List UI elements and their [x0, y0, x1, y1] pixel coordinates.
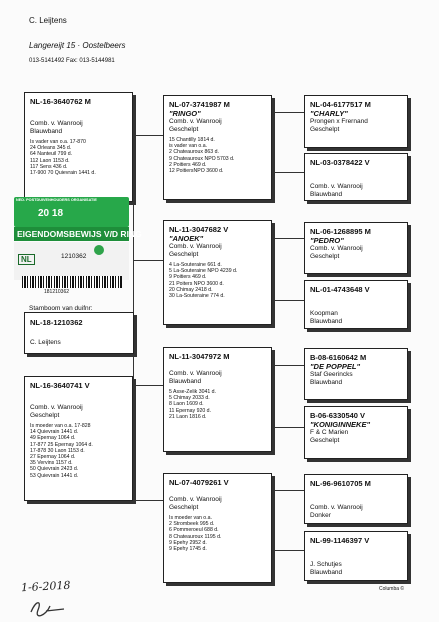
perf-line: 9 Epehy 1745 d. [169, 546, 207, 553]
ssd-ring: NL-03-0378422 V [310, 158, 370, 167]
perf-line: 49 Epernay 1064 d. [30, 435, 76, 442]
subject-owner: C. Leijtens [30, 339, 61, 346]
sss-color: Geschelpt [310, 126, 340, 133]
sd-color: Geschelpt [169, 251, 199, 258]
sire-color: Blauwband [30, 128, 63, 135]
connector-line [133, 385, 163, 386]
dam-ring: NL-16-3640741 V [30, 381, 90, 390]
sds-ring: NL-06-1268895 M [310, 227, 371, 236]
breeder-phone: 013-5141492 Fax: 013-5144981 [29, 58, 115, 64]
dam-sire-sire-card [304, 348, 408, 400]
perf-line: Is moeder van o.a. 17-828 [30, 423, 91, 429]
dam-card [24, 376, 133, 501]
sss-name: "CHARLY" [310, 109, 348, 118]
perf-line: Is moeder van o.a. [169, 515, 212, 521]
ss-name: "RINGO" [169, 109, 201, 118]
perf-line: 112 Laon 1153 d. [30, 157, 70, 164]
footer-credit: Columba © [379, 586, 405, 592]
perf-line: 27 Epernay 1064 d. [30, 454, 76, 461]
perf-line: 24 Orleans 345 d. [30, 145, 72, 152]
dam-dam-sire-card [304, 474, 408, 524]
dss-color: Blauwband [310, 379, 343, 386]
perf-line: Is vader van o.a. 17-870 [30, 139, 86, 145]
connector-line [272, 112, 273, 172]
perf-line: 5 Chimay 2033 d. [169, 395, 210, 402]
sire-sire-sire-card [304, 95, 408, 148]
perf-line: 64 Nanteuil 799 d. [30, 151, 73, 158]
dds-ring: NL-96-9610705 M [310, 479, 371, 488]
perf-line: 9 Poitiers 469 d. [169, 274, 207, 281]
ds-color: Blauwband [169, 378, 202, 385]
sdd-ring: NL-01-4743648 V [310, 285, 370, 294]
perf-line: 30 La-Souteraine 774 d. [169, 293, 225, 300]
connector-line [272, 490, 273, 550]
sticker-title: EIGENDOMSBEWIJS V/D RING [17, 229, 142, 239]
sire-card [24, 92, 133, 202]
ds-performance [169, 389, 266, 420]
perf-line: 2 Strombeek 995 d. [169, 521, 215, 528]
sticker-country: NL [18, 254, 35, 265]
dss-name: "DE POPPEL" [310, 362, 361, 371]
perf-line: 117 Sens 436 d. [30, 163, 68, 170]
perf-line: 9 Epehy 2952 d. [169, 539, 207, 546]
dam-dam-card [163, 473, 272, 583]
connector-line [272, 172, 304, 173]
perf-line: 4 La-Souteraine 661 d. [169, 262, 222, 268]
breeder-name: C. Leijtens [29, 16, 67, 25]
perf-line: 21 Poiters NPO 3600 d. [169, 280, 224, 287]
sdd-color: Blauwband [310, 318, 343, 325]
handwritten-date: 1-6-2018 [20, 578, 71, 595]
perf-line: 53 Quievrain 1441 d. [30, 472, 79, 479]
sire-sire-dam-card [304, 153, 408, 201]
connector-line [272, 427, 304, 428]
dds-owner: Comb. v. Wanrooij [310, 504, 363, 511]
dss-owner: Staf Geerincks [310, 371, 353, 378]
perf-line: 20 Chimay 2418 d. [169, 286, 213, 293]
sire-sire-card [163, 95, 272, 200]
sds-name: "PEDRO" [310, 236, 344, 245]
perf-line: 9 Chateauroux NPO 5703 d. [169, 155, 235, 162]
dd-performance [169, 515, 266, 552]
sire-ring: NL-16-3640762 M [30, 97, 91, 106]
connector-line [272, 238, 304, 239]
dsd-owner: F & C Marien [310, 429, 349, 436]
dd-owner: Comb. v. Wanrooij [169, 496, 222, 503]
ddd-ring: NL-99-1146397 V [310, 536, 370, 545]
perf-line: 50 Quievrain 2423 d. [30, 466, 79, 473]
signature-icon [28, 598, 68, 618]
perf-line: 8 Laon 1609 d. [169, 401, 204, 408]
ssd-color: Blauwband [310, 191, 343, 198]
ss-ring: NL-07-3741987 M [169, 100, 230, 109]
perf-line: 5 Asse-Zelik 3041 d. [169, 389, 217, 395]
sire-dam-dam-card [304, 280, 408, 329]
perf-line: 12 PoitiersNPO 3600 d. [169, 168, 224, 175]
sds-color: Geschelpt [310, 253, 340, 260]
stamboom-label: Stamboom van duifnr: [29, 305, 93, 312]
ds-owner: Comb. v. Wanrooij [169, 370, 222, 377]
dsd-color: Geschelpt [310, 437, 340, 444]
npo-logo-icon [94, 245, 104, 255]
perf-line: 11 Epernay 920 d. [169, 407, 212, 414]
perf-line: 6 Pommeroeul 688 d. [169, 527, 219, 534]
sticker-org: NED. POSTDUIVENHOUDERS ORGANISATIE [16, 198, 97, 202]
ring-certificate-sticker [14, 197, 142, 302]
subject-card [24, 312, 134, 354]
breeder-address: Langereijt 15 · Oostelbeers [29, 41, 126, 50]
dam-sire-dam-card [304, 406, 408, 459]
connector-line [272, 112, 304, 113]
perf-line: 2 Poitiers 469 d. [169, 161, 207, 168]
sire-dam-card [163, 220, 272, 325]
connector-line [133, 135, 163, 136]
dam-color: Geschelpt [30, 412, 60, 419]
sire-dam-sire-card [304, 222, 408, 274]
dss-ring: B-08-6160642 M [310, 353, 367, 362]
ss-performance [169, 137, 266, 174]
ss-color: Geschelpt [169, 126, 199, 133]
perf-line: 2 Chateauroux 863 d. [169, 149, 219, 156]
sire-owner: Comb. v. Wanrooij [30, 120, 83, 127]
dam-sire-card [163, 347, 272, 452]
sd-name: "ANOEK" [169, 234, 204, 243]
perf-line: 17-900 70 Quievrain 1441 d. [30, 170, 96, 177]
ddd-owner: J. Schutjes [310, 561, 342, 568]
perf-line: 17-878 30 Laon 1153 d. [30, 447, 85, 454]
connector-line [133, 500, 163, 501]
connector-line [133, 260, 163, 261]
sticker-number: 1210362 [61, 253, 87, 260]
ds-ring: NL-11-3047972 M [169, 352, 230, 361]
ddd-color: Blauwband [310, 569, 343, 576]
connector-line [272, 550, 304, 551]
sds-owner: Comb. v. Wanrooij [310, 245, 363, 252]
connector-line [272, 238, 273, 300]
perf-line: 17-877 25 Epernay 1064 d. [30, 441, 93, 448]
sticker-year: 20 18 [38, 208, 64, 219]
sd-performance [169, 262, 266, 299]
perf-line: 21 Laon 1816 d. [169, 413, 207, 420]
sdd-owner: Koopman [310, 310, 338, 317]
perf-line: 15 Chantilly 1814 d. [169, 137, 215, 143]
subject-ring: NL-18-1210362 [30, 318, 83, 327]
perf-line: 35 Vervins 1157 d. [30, 460, 73, 467]
dam-owner: Comb. v. Wanrooij [30, 404, 83, 411]
perf-line: is vader van o.a. [169, 143, 208, 150]
connector-line [272, 365, 304, 366]
dds-color: Donker [310, 512, 331, 519]
sss-owner: Prongen x Frernand [310, 118, 368, 125]
perf-line: 5 La-Souteraine NPO 4239 d. [169, 268, 238, 275]
sire-performance [30, 139, 127, 176]
connector-line [272, 365, 273, 427]
ss-owner: Comb. v. Wanrooij [169, 118, 222, 125]
barcode-icon [22, 276, 122, 288]
dd-color: Geschelpt [169, 504, 199, 511]
dam-dam-dam-card [304, 531, 408, 581]
ssd-owner: Comb. v. Wanrooij [310, 183, 363, 190]
sd-ring: NL-11-3047682 V [169, 225, 229, 234]
sd-owner: Comb. v. Wanrooij [169, 243, 222, 250]
sss-ring: NL-04-6177517 M [310, 100, 371, 109]
dsd-ring: B-06-6330540 V [310, 411, 366, 420]
perf-line: 14 Quievrain 1441 d. [30, 429, 79, 436]
dsd-name: "KONIGINNEKE" [310, 420, 371, 429]
connector-line [272, 490, 304, 491]
dd-ring: NL-07-4079261 V [169, 478, 229, 487]
connector-line [272, 300, 304, 301]
barcode-number: 181210362 [44, 289, 70, 295]
dam-performance [30, 423, 127, 479]
perf-line: 8 Chateauroux 1195 d. [169, 533, 222, 540]
